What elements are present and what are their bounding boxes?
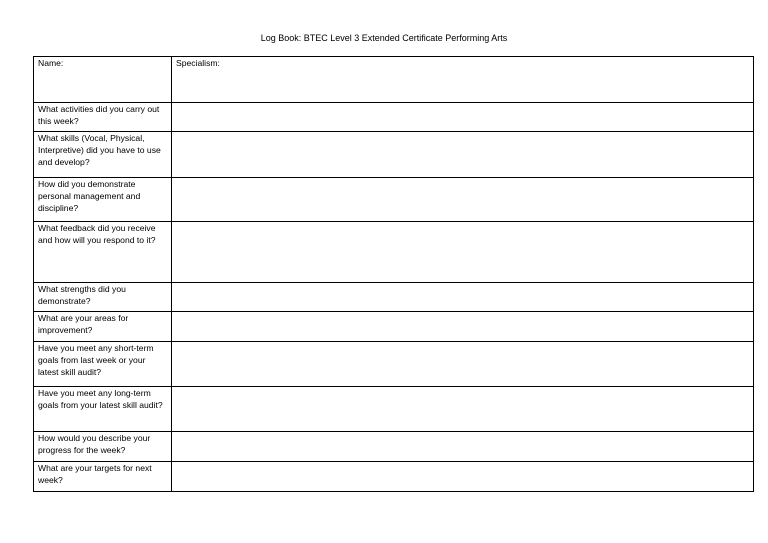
table-row <box>34 283 754 312</box>
answer-strengths[interactable] <box>172 283 754 312</box>
answer-long-term-goals[interactable] <box>172 387 754 432</box>
answer-feedback[interactable] <box>172 222 754 283</box>
answer-short-term-goals[interactable] <box>172 342 754 387</box>
question-progress: How would you describe your progress for the week? <box>34 432 172 462</box>
specialism-field[interactable]: Specialism: <box>172 57 754 103</box>
table-row <box>34 222 754 283</box>
answer-skills[interactable] <box>172 132 754 178</box>
question-short-term-goals: Have you meet any short-term goals from last week or your latest skill audit? <box>34 342 172 387</box>
name-field[interactable]: Name: <box>34 57 172 103</box>
table-row <box>34 312 754 342</box>
answer-activities[interactable] <box>172 103 754 132</box>
question-personal-management: How did you demonstrate personal management and discipline? <box>34 178 172 222</box>
table-row <box>34 103 754 132</box>
table-row <box>34 432 754 462</box>
question-improvement: What are your areas for improvement? <box>34 312 172 342</box>
table-row <box>34 387 754 432</box>
log-book-table <box>33 56 754 492</box>
question-activities: What activities did you carry out this week? <box>34 103 172 132</box>
question-skills: What skills (Vocal, Physical, Interpretive) did you have to use and develop? <box>34 132 172 178</box>
answer-progress[interactable] <box>172 432 754 462</box>
question-long-term-goals: Have you meet any long-term goals from your latest skill audit? <box>34 387 172 432</box>
answer-targets[interactable] <box>172 462 754 492</box>
answer-personal-management[interactable] <box>172 178 754 222</box>
table-row <box>34 462 754 492</box>
header-row <box>34 57 754 103</box>
table-row <box>34 132 754 178</box>
question-feedback: What feedback did you receive and how will you respond to it? <box>34 222 172 283</box>
document-title: Log Book: BTEC Level 3 Extended Certificate Performing Arts <box>260 33 508 43</box>
table-row <box>34 342 754 387</box>
question-targets: What are your targets for next week? <box>34 462 172 492</box>
question-strengths: What strengths did you demonstrate? <box>34 283 172 312</box>
table-row <box>34 178 754 222</box>
answer-improvement[interactable] <box>172 312 754 342</box>
